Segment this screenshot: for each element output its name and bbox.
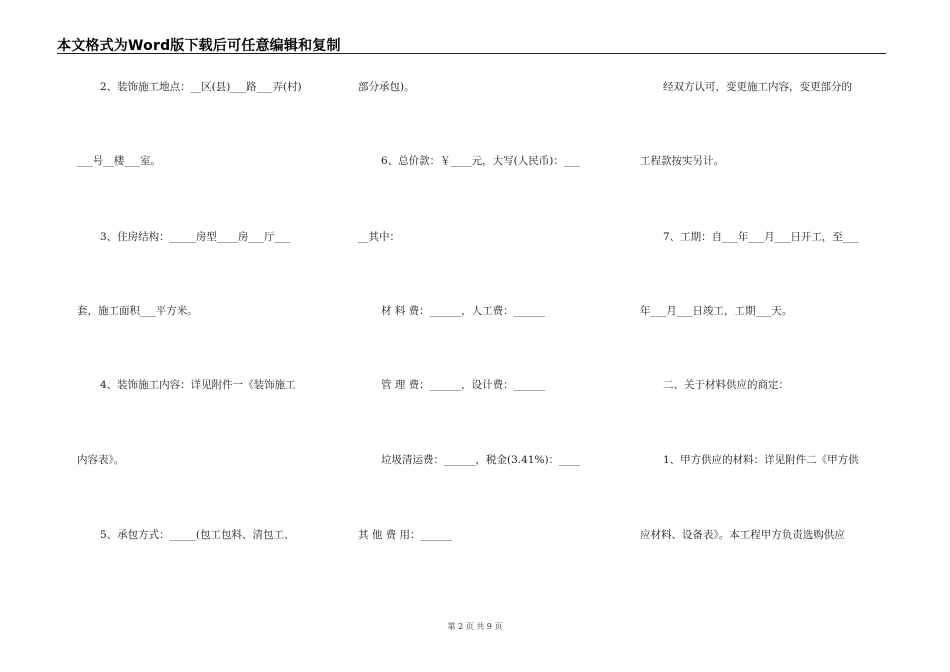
col1-line: 2、装饰施工地点：__区(县)___路___弄(村) <box>100 81 302 93</box>
col1-line: ___号__楼___室。 <box>77 155 161 167</box>
col1-line: 套，施工面积___平方米。 <box>77 305 198 317</box>
page-number: 第 2 页 共 9 页 <box>447 622 503 631</box>
page-header <box>57 33 886 54</box>
col3-line: 工程款按实另计。 <box>640 155 724 167</box>
col1-line: 4、装饰施工内容：详见附件一《装饰施工 <box>100 379 296 391</box>
col2-line: 材 料 费：______，人工费：______ <box>381 305 546 317</box>
header-title: 本文格式为Word版下载后可任意编辑和复制 <box>57 38 341 54</box>
col2-line: 其 他 费 用：______ <box>358 529 453 541</box>
col3-line: 1、甲方供应的材料：详见附件二《甲方供 <box>663 454 859 466</box>
col1-line: 3、住房结构：_____房型____房___厅___ <box>100 231 291 243</box>
col3-line: 年___月___日竣工，工期___天。 <box>640 305 793 317</box>
col1-line: 内容表》。 <box>77 454 125 466</box>
col3-line: 经双方认可，变更施工内容，变更部分的 <box>663 81 852 93</box>
col2-line: 部分承包)。 <box>358 81 415 93</box>
col2-line: 管 理 费：______，设计费：______ <box>381 379 546 391</box>
col3-line: 应材料、设备表》。本工程甲方负责选购供应 <box>640 529 845 541</box>
col3-line: 二、关于材料供应的商定： <box>663 379 789 391</box>
col1-line: 5、承包方式：_____(包工包料、清包工、 <box>100 529 295 541</box>
col2-line: __其中： <box>358 231 400 243</box>
col2-line: 6、总价款：￥____元，大写(人民币)：___ <box>381 155 580 167</box>
col2-line: 垃圾清运费：______，税金(3.41%)：____ <box>381 454 581 466</box>
col3-line: 7、工期：自___年___月___日开工，至___ <box>663 231 859 243</box>
